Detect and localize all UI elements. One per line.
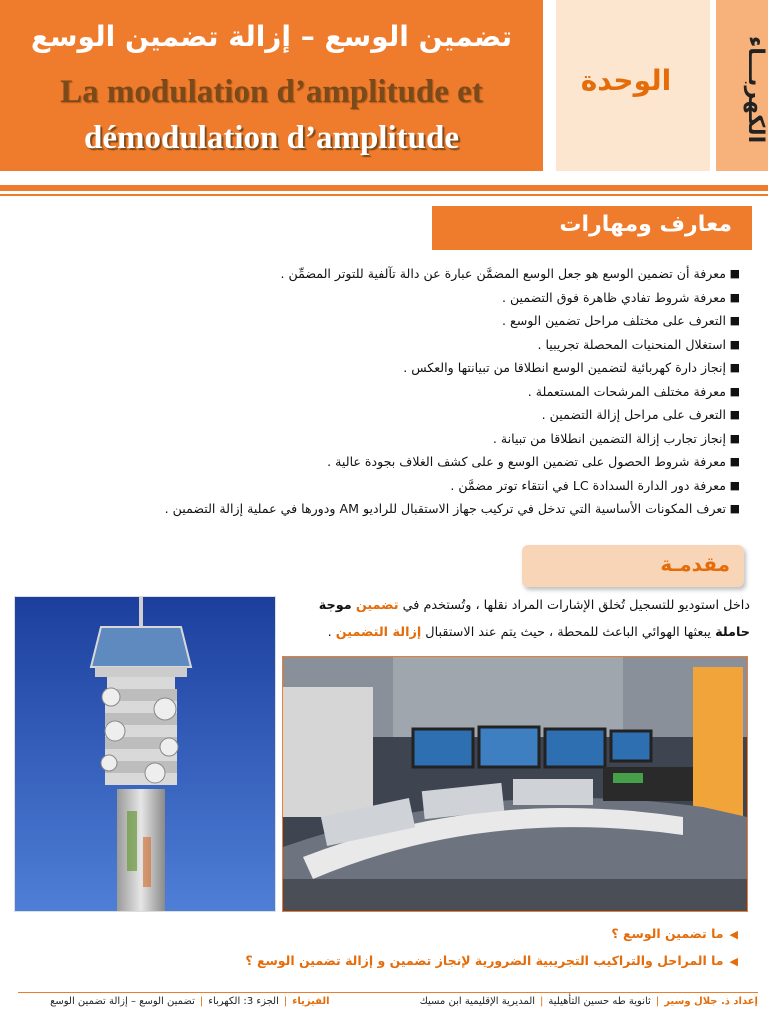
footer-divider [18,992,758,993]
bullet-icon: ■ [729,408,740,421]
title-french-line1: La modulation d’amplitude et [60,74,483,110]
footer-author: إعداد ذ. جلال وسير [664,996,758,1007]
question-1: ◀ما تضمين الوسع ؟ [611,926,738,941]
list-item: ■ معرفة مختلف المرشحات المستعملة . [60,380,740,404]
list-item: ■ تعرف المكونات الأساسية التي تدخل في تركيب جهاز الاستقبال للراديو AM ودورها في عملية إزالة التضمين . [60,497,740,521]
footer-directorate: المديرية الإقليمية ابن مسيك [419,996,536,1007]
list-item: ■ إنجاز دارة كهربائية لتضمين الوسع انطلاقا من تبيانتها والعكس . [60,356,740,380]
skills-section-title: معارف ومهارات [559,212,732,237]
tower-illustration [15,597,275,911]
intro-paragraph: داخل استوديو للتسجيل تُخلق الإشارات المراد نقلها ، وتُستخدم في تضمين موجة حاملة يبعثها الهوائي الباعث للمحطة ، حيث يتم عند الاستقبال إزالة التضمين . [318,598,750,640]
list-item: ■ معرفة شروط الحصول على تضمين الوسع و على كشف الغلاف بجودة عالية . [60,450,740,474]
header-divider-thin [0,194,768,196]
bullet-icon: ■ [729,455,740,468]
bullet-icon: ■ [729,290,740,304]
footer-subject: الفيزياء [292,996,330,1007]
footer: إعداد ذ. جلال وسير|ثانوية طه حسين التأهيلية|المديرية الإقليمية ابن مسيكالفيزياء|الجزء 3: الكهرباء|تضمين الوسع – إزالة تضمين الوسع [50,996,758,1007]
highlight-modulation: تضمين [355,598,399,613]
bullet-icon: ■ [729,337,740,351]
list-item: ■ إنجاز تجارب إزالة التضمين انطلاقا من تبيانة . [60,427,740,451]
list-item: ■ التعرف على مراحل إزالة التضمين . [60,403,740,427]
list-item: ■ التعرف على مختلف مراحل تضمين الوسع . [60,309,740,333]
highlight-demodulation: إزالة التضمين [335,625,422,640]
header-divider-thick [0,185,768,191]
unit-label: الوحدة [580,64,672,97]
arrow-left-icon: ◀ [729,955,738,968]
bullet-icon: ■ [729,314,740,327]
skills-list [60,262,740,521]
tower-image [14,596,276,912]
bullet-icon: ■ [729,267,740,280]
side-label-electricity: الكهربـــاء [743,36,768,144]
bullet-icon: ■ [729,361,740,374]
list-item: ■ معرفة دور الدارة السدادة LC في انتقاء توتر مضمَّن . [60,474,740,498]
bullet-icon: ■ [729,502,740,515]
intro-section-title: مقدمـة [660,552,730,576]
list-item: ■ معرفة أن تضمين الوسع هو جعل الوسع المضمَّن عبارة عن دالة تآلفية للتوتر المضمِّن . [60,262,740,286]
footer-lesson: تضمين الوسع – إزالة تضمين الوسع [50,996,195,1007]
bullet-icon: ■ [729,384,740,398]
title-arabic: تضمين الوسع – إزالة تضمين الوسع [30,20,513,53]
highlight-carrier-wave: موجة حاملة [318,598,750,640]
bullet-icon: ■ [729,478,740,492]
studio-illustration [283,657,747,911]
arrow-left-icon: ◀ [729,928,738,941]
studio-image [282,656,748,912]
footer-school: ثانوية طه حسين التأهيلية [548,996,651,1007]
footer-part: الجزء 3: الكهرباء [208,996,279,1007]
question-2: ◀ما المراحل والتراكيب التجريبية الضرورية لإنجاز تضمين و إزالة تضمين الوسع ؟ [245,953,738,968]
title-french-line2: démodulation d’amplitude [84,120,459,156]
list-item: ■ معرفة شروط تفادي ظاهرة فوق التضمين . [60,286,740,310]
list-item: ■ استغلال المنحنيات المحصلة تجريبيا . [60,333,740,357]
bullet-icon: ■ [729,431,740,445]
